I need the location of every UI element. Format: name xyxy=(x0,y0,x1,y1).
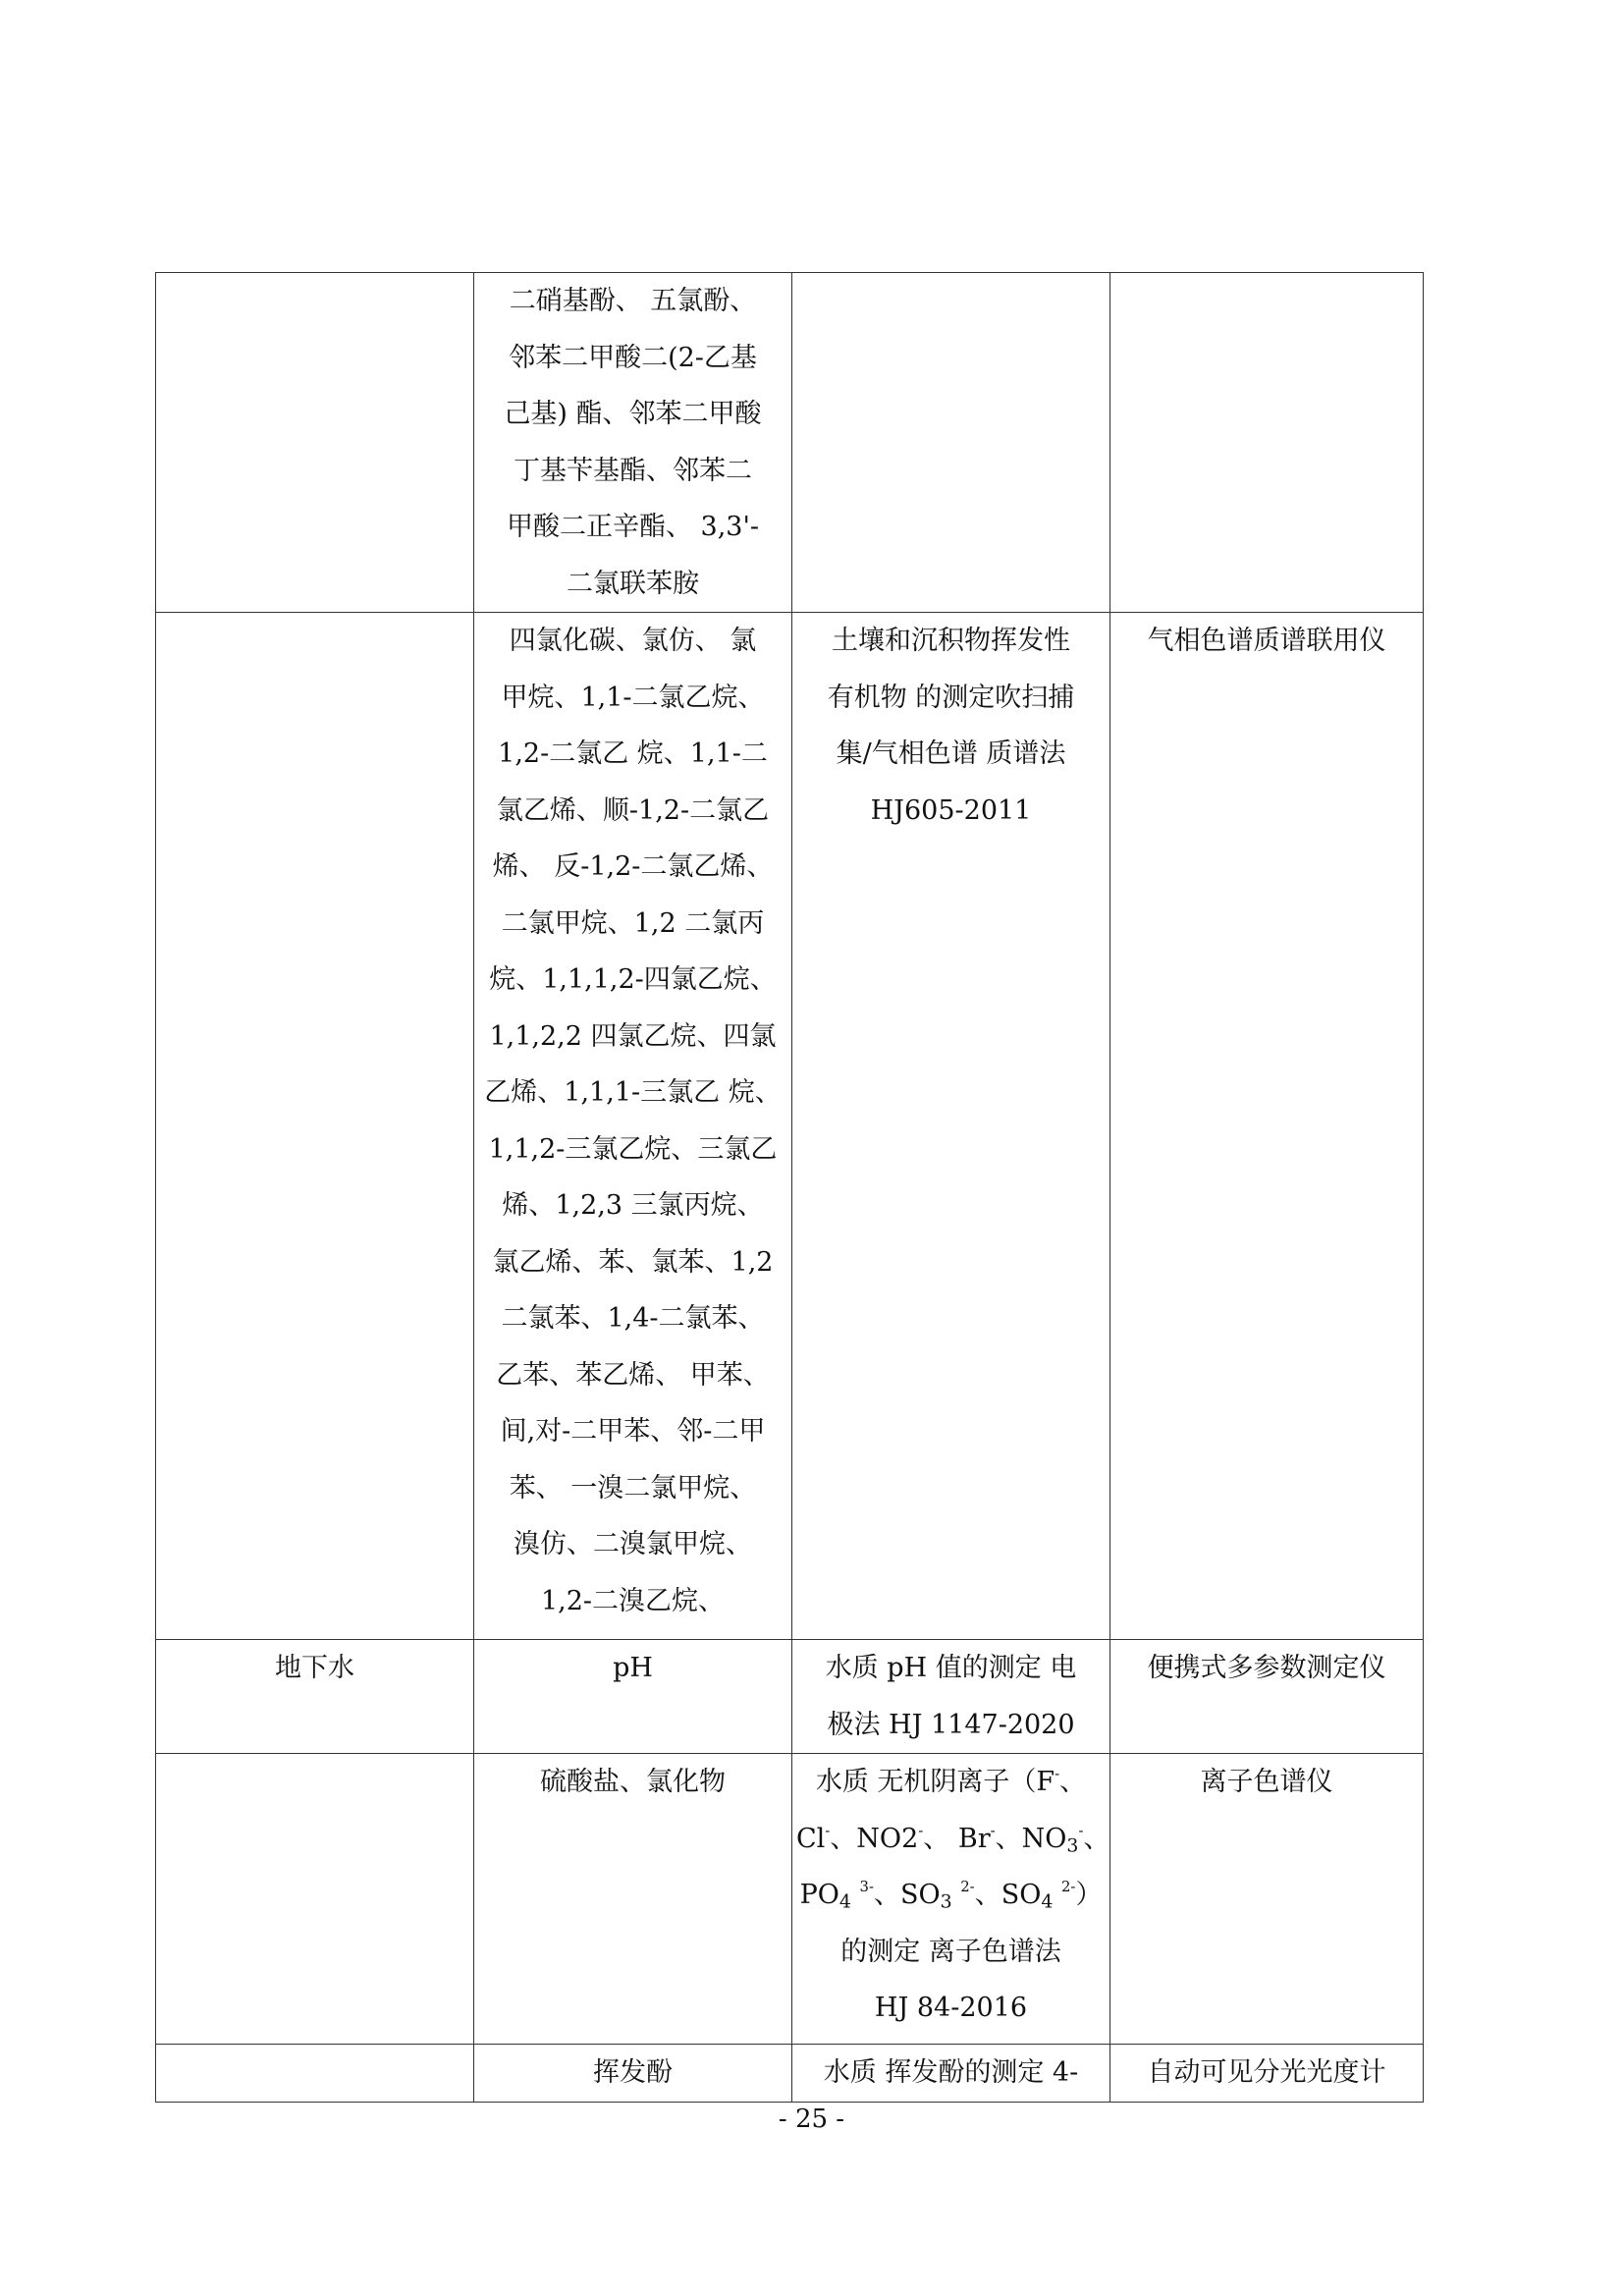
analyte-line: 四氯化碳、氯仿、 氯 xyxy=(509,626,757,656)
method-line: HJ 84-2016 xyxy=(874,1993,1028,2023)
medium-cell xyxy=(156,613,474,1640)
table-row xyxy=(156,1754,1424,2045)
method-cell xyxy=(792,273,1110,613)
analyte-name: pH xyxy=(613,1653,653,1683)
instrument-name: 气相色谱质谱联用仪 xyxy=(1147,626,1386,656)
instrument-cell xyxy=(1110,1640,1424,1754)
analyte-cell xyxy=(474,2045,792,2103)
table-row xyxy=(156,2045,1424,2103)
analyte-cell xyxy=(474,1754,792,2045)
method-line: 集/气相色谱 质谱法 xyxy=(836,738,1066,769)
analyte-line: 烯、 反-1,2-二氯乙烯、 xyxy=(492,851,774,882)
table-row xyxy=(156,273,1424,613)
medium-cell xyxy=(156,1754,474,2045)
medium-name: 地下水 xyxy=(275,1653,354,1683)
medium-cell xyxy=(156,273,474,613)
instrument-cell xyxy=(1110,613,1424,1640)
instrument-name: 自动可见分光光度计 xyxy=(1147,2057,1386,2088)
analyte-line: 烯、1,2,3 三氯丙烷、 xyxy=(502,1190,764,1221)
analyte-line: 氯乙烯、苯、氯苯、1,2 xyxy=(492,1246,774,1278)
analyte-line: 乙苯、苯乙烯、 甲苯、 xyxy=(496,1359,770,1391)
analyte-line: 甲烷、1,1-二氯乙烷、 xyxy=(501,682,765,713)
method-cell xyxy=(792,613,1110,1640)
analyte-line: 二氯甲烷、1,2 二氯丙 xyxy=(501,907,765,939)
instrument-cell xyxy=(1110,1754,1424,2045)
analyte-line: 烷、1,1,1,2-四氯乙烷、 xyxy=(489,964,777,995)
method-line: Cl-、NO2-、 Br-、$NO_3^-$、 xyxy=(796,1821,1110,1857)
method-line: $PO_4$ $^{3-}$、$SO_3$ $^{2-}$、$SO_4$ $^{2-}$） xyxy=(799,1878,1103,1913)
monitoring-methods-table xyxy=(155,272,1424,2103)
method-cell xyxy=(792,1640,1110,1754)
analyte-line: 二硝基酚、 五氯酚、 xyxy=(509,286,757,316)
analyte-line: 氯乙烯、顺-1,2-二氯乙 xyxy=(496,794,770,826)
analyte-cell xyxy=(474,613,792,1640)
analyte-line: 间,对-二甲苯、邻-二甲 xyxy=(500,1416,766,1447)
analyte-name: 硫酸盐、氯化物 xyxy=(540,1767,726,1797)
method-line: 极法 HJ 1147-2020 xyxy=(827,1709,1075,1740)
analyte-line: 苯、 一溴二氯甲烷、 xyxy=(509,1472,757,1503)
analyte-line: 甲酸二正辛酯、 3,3'- xyxy=(506,512,760,542)
instrument-cell xyxy=(1110,2045,1424,2103)
analyte-cell xyxy=(474,273,792,613)
analyte-name: 挥发酚 xyxy=(593,2057,673,2088)
analyte-line: 二氯联苯胺 xyxy=(567,568,699,599)
method-line: 水质 挥发酚的测定 4- xyxy=(823,2057,1079,2088)
page-number: - 25 - xyxy=(778,2105,845,2134)
analyte-line: 1,1,2,2 四氯乙烷、四氯 xyxy=(489,1020,777,1052)
analyte-line: 乙烯、1,1,1-三氯乙 烷、 xyxy=(484,1077,782,1108)
method-cell xyxy=(792,1754,1110,2045)
analyte-line: 溴仿、二溴氯甲烷、 xyxy=(514,1529,752,1559)
table-row xyxy=(156,613,1424,1640)
method-line: 水质 无机阴离子（F-、 xyxy=(815,1765,1087,1797)
analyte-line: 邻苯二甲酸二(2-乙基 xyxy=(509,342,757,373)
analyte-line: 二氯苯、1,4-二氯苯、 xyxy=(501,1303,765,1334)
instrument-name: 离子色谱仪 xyxy=(1200,1767,1333,1797)
method-line: 水质 pH 值的测定 电 xyxy=(825,1653,1077,1683)
method-line: 土壤和沉积物挥发性 xyxy=(832,626,1070,656)
instrument-name: 便携式多参数测定仪 xyxy=(1147,1653,1386,1683)
analyte-line: 1,2-二氯乙 烷、1,1-二 xyxy=(498,738,768,769)
method-line: HJ605-2011 xyxy=(870,794,1032,826)
medium-cell xyxy=(156,1640,474,1754)
analyte-line: 己基) 酯、邻苯二甲酸 xyxy=(504,399,762,429)
medium-cell xyxy=(156,2045,474,2103)
analyte-cell xyxy=(474,1640,792,1754)
method-line: 的测定 离子色谱法 xyxy=(840,1936,1061,1967)
method-cell xyxy=(792,2045,1110,2103)
analyte-line: 1,2-二溴乙烷、 xyxy=(540,1585,726,1616)
analyte-line: 丁基苄基酯、邻苯二 xyxy=(514,455,752,486)
method-line: 有机物 的测定吹扫捕 xyxy=(827,682,1075,713)
instrument-cell xyxy=(1110,273,1424,613)
analyte-line: 1,1,2-三氯乙烷、三氯乙 xyxy=(488,1133,778,1165)
table-row xyxy=(156,1640,1424,1754)
